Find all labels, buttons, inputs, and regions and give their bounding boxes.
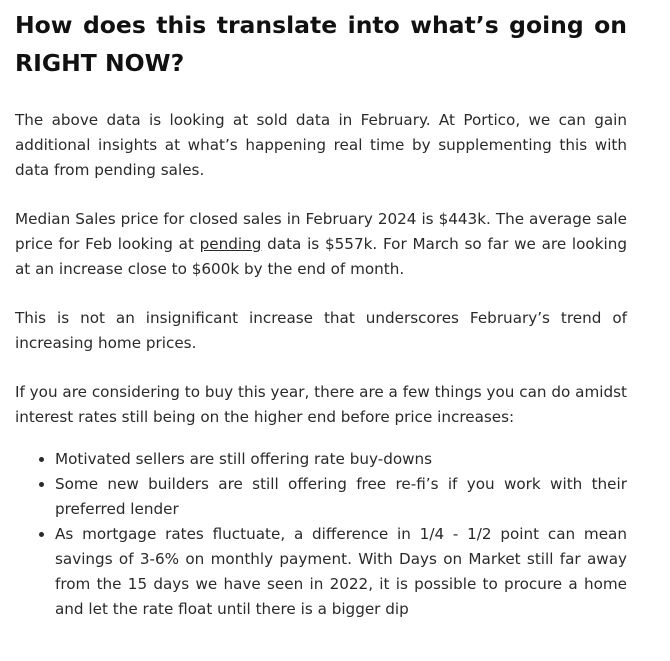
list-item: • Some new builders are still offering free re-fi’s if you work with their preferred lender: [55, 472, 627, 522]
paragraph-median-price: [15, 207, 627, 282]
paragraph-increase: This is not an insignificant increase that underscores February’s trend of increasing home prices.: [15, 309, 627, 352]
paragraph-buy-advice: If you are considering to buy this year, there are a few things you can do amidst interest rates still being on the higher end before price increases:: [15, 383, 627, 426]
pending-link[interactable]: pending: [199, 235, 262, 253]
list-item: • Motivated sellers are still offering rate buy-downs: [55, 447, 627, 472]
paragraph-median-price-text-end: data is $557k. For March so far we are looking at an increase close to $600k by the end of month.: [15, 235, 627, 278]
tips-list: [15, 447, 627, 622]
paragraph-sold-data: The above data is looking at sold data in February. At Portico, we can gain additional insights at what’s happening real time by supplementing this with data from pending sales.: [15, 111, 627, 179]
list-item: • As mortgage rates fluctuate, a difference in 1/4 - 1/2 point can mean savings of 3-6% on monthly payment. With Days on Market still far away from the 15 days we have seen in 2022, it is possible to procure a home and let the rate float until there is a bigger dip: [55, 522, 627, 622]
paragraph-median-price-text: Median Sales price for closed sales in February 2024 is $443k. The average sale price for Feb looking at: [15, 210, 627, 253]
section-heading: How does this translate into what’s going on RIGHT NOW?: [15, 11, 627, 77]
